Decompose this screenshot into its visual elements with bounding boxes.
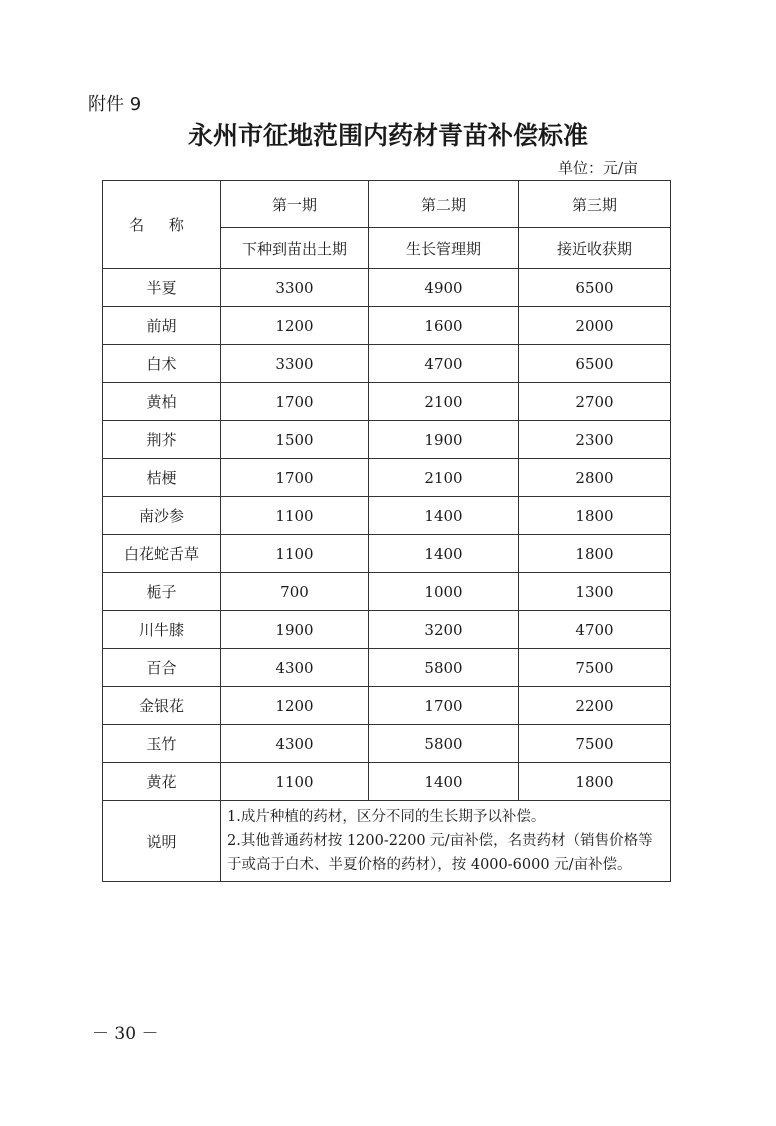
value-cell: 2100 (369, 459, 519, 497)
value-cell: 4300 (221, 725, 369, 763)
table-row (103, 459, 671, 497)
table-row (103, 649, 671, 687)
table-row (103, 611, 671, 649)
herb-name: 黄花 (103, 763, 221, 801)
table-row (103, 307, 671, 345)
stage-header-1: 下种到苗出土期 (221, 228, 369, 269)
table-row (103, 725, 671, 763)
herb-name: 南沙参 (103, 497, 221, 535)
herb-name: 栀子 (103, 573, 221, 611)
herb-name: 金银花 (103, 687, 221, 725)
value-cell: 700 (221, 573, 369, 611)
compensation-table (102, 180, 671, 882)
herb-name: 半夏 (103, 269, 221, 307)
value-cell: 2000 (519, 307, 671, 345)
table-row (103, 497, 671, 535)
value-cell: 2200 (519, 687, 671, 725)
herb-name: 桔梗 (103, 459, 221, 497)
table-row (103, 573, 671, 611)
note-line-2: 2.其他普通药材按 1200-2200 元/亩补偿，名贵药材（销售价格等于或高于白术、半夏价格的药材），按 4000-6000 元/亩补偿。 (227, 833, 653, 873)
value-cell: 1200 (221, 307, 369, 345)
stage-header-3: 接近收获期 (519, 228, 671, 269)
value-cell: 7500 (519, 725, 671, 763)
value-cell: 4900 (369, 269, 519, 307)
table-row (103, 383, 671, 421)
value-cell: 1400 (369, 497, 519, 535)
table-row (103, 687, 671, 725)
value-cell: 1800 (519, 497, 671, 535)
unit-label: 单位：元/亩 (557, 159, 638, 177)
value-cell: 2800 (519, 459, 671, 497)
table-row (103, 763, 671, 801)
period-header-3: 第三期 (519, 181, 671, 228)
herb-name: 川牛膝 (103, 611, 221, 649)
attachment-label: 附件 9 (88, 94, 142, 115)
value-cell: 1900 (369, 421, 519, 459)
value-cell: 1700 (369, 687, 519, 725)
notes-body (221, 801, 671, 882)
table-row (103, 421, 671, 459)
value-cell: 6500 (519, 345, 671, 383)
herb-name: 玉竹 (103, 725, 221, 763)
notes-row (103, 801, 671, 882)
value-cell: 4700 (369, 345, 519, 383)
value-cell: 2300 (519, 421, 671, 459)
document-title: 永州市征地范围内药材青苗补偿标准 (187, 121, 588, 150)
table-row (103, 269, 671, 307)
note-line-1: 1.成片种植的药材，区分不同的生长期予以补偿。 (227, 809, 546, 825)
value-cell: 4300 (221, 649, 369, 687)
herb-name: 前胡 (103, 307, 221, 345)
value-cell: 1700 (221, 459, 369, 497)
value-cell: 1800 (519, 535, 671, 573)
value-cell: 1800 (519, 763, 671, 801)
value-cell: 1400 (369, 763, 519, 801)
herb-name: 黄柏 (103, 383, 221, 421)
value-cell: 6500 (519, 269, 671, 307)
value-cell: 3300 (221, 269, 369, 307)
value-cell: 1200 (221, 687, 369, 725)
table-row (103, 345, 671, 383)
herb-name: 白花蛇舌草 (103, 535, 221, 573)
value-cell: 1100 (221, 535, 369, 573)
value-cell: 1100 (221, 497, 369, 535)
value-cell: 1600 (369, 307, 519, 345)
value-cell: 1500 (221, 421, 369, 459)
value-cell: 4700 (519, 611, 671, 649)
table-header-row-periods (103, 181, 671, 228)
name-column-header: 名 称 (103, 181, 221, 269)
value-cell: 5800 (369, 649, 519, 687)
value-cell: 5800 (369, 725, 519, 763)
value-cell: 1900 (221, 611, 369, 649)
value-cell: 1300 (519, 573, 671, 611)
value-cell: 1400 (369, 535, 519, 573)
value-cell: 2100 (369, 383, 519, 421)
page-number: － 30 － (92, 1024, 159, 1044)
value-cell: 1700 (221, 383, 369, 421)
table-row (103, 535, 671, 573)
notes-label: 说明 (103, 801, 221, 882)
period-header-1: 第一期 (221, 181, 369, 228)
value-cell: 1100 (221, 763, 369, 801)
value-cell: 2700 (519, 383, 671, 421)
stage-header-2: 生长管理期 (369, 228, 519, 269)
herb-name: 百合 (103, 649, 221, 687)
period-header-2: 第二期 (369, 181, 519, 228)
herb-name: 白术 (103, 345, 221, 383)
value-cell: 3200 (369, 611, 519, 649)
value-cell: 3300 (221, 345, 369, 383)
value-cell: 7500 (519, 649, 671, 687)
herb-name: 荆芥 (103, 421, 221, 459)
value-cell: 1000 (369, 573, 519, 611)
